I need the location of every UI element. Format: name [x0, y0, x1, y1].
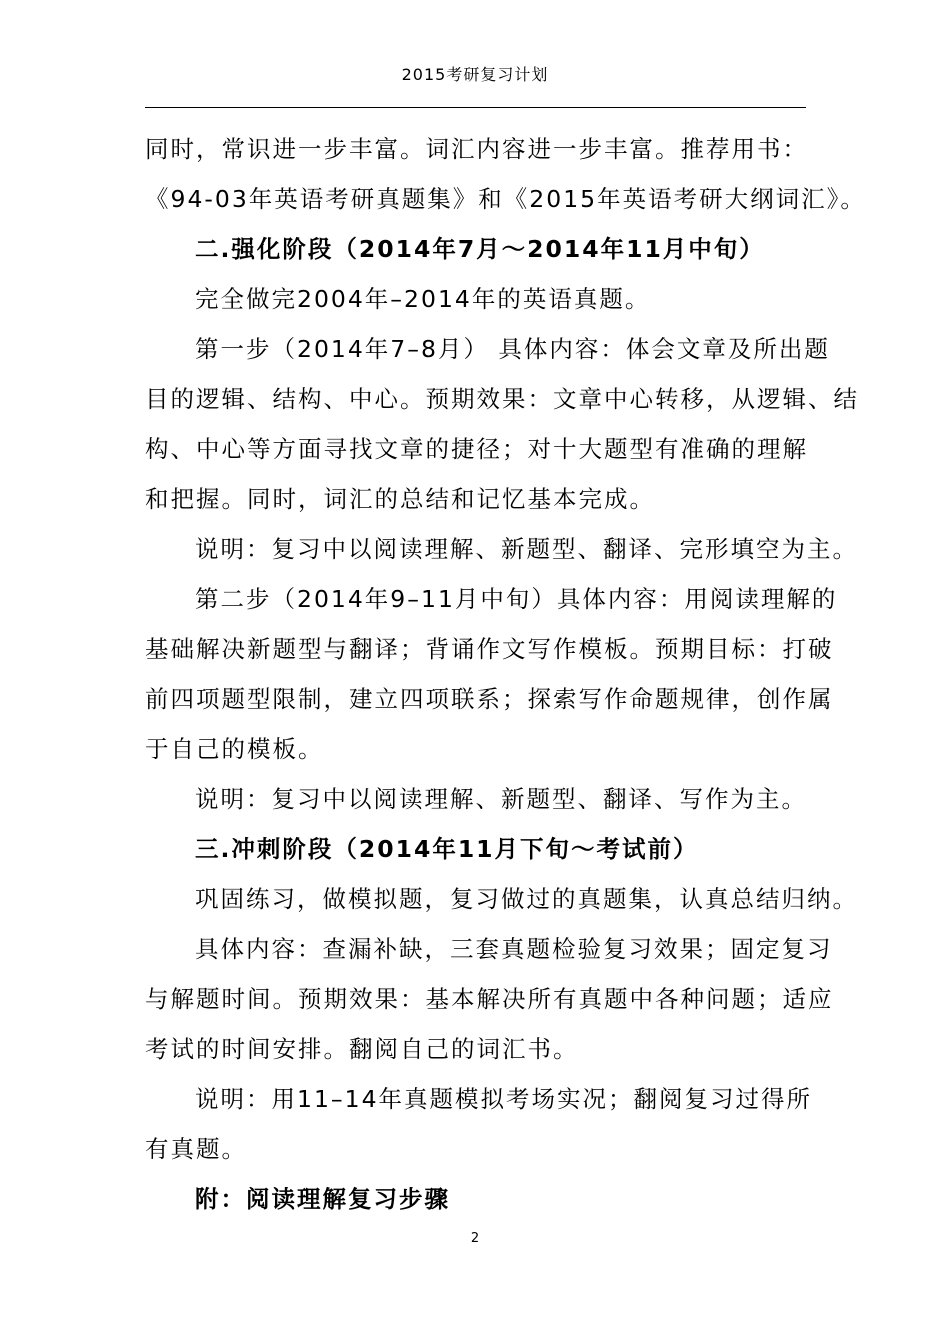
text-line: 完全做完2004年–2014年的英语真题。: [195, 285, 651, 313]
section-heading: 二.强化阶段（2014年7月～2014年11月中旬）: [195, 235, 765, 263]
text-line: 与解题时间。预期效果：基本解决所有真题中各种问题；适应: [145, 985, 834, 1013]
text-line: 说明：用11–14年真题模拟考场实况；翻阅复习过得所: [195, 1085, 813, 1113]
text-line: 巩固练习，做模拟题，复习做过的真题集，认真总结归纳。: [195, 885, 858, 913]
text-line: 基础解决新题型与翻译；背诵作文写作模板。预期目标：打破: [145, 635, 834, 663]
section-heading: 附：阅读理解复习步骤: [195, 1185, 450, 1213]
text-line: 说明：复习中以阅读理解、新题型、翻译、完形填空为主。: [195, 535, 858, 563]
text-line: 第一步（2014年7–8月） 具体内容：体会文章及所出题: [195, 335, 830, 363]
section-heading: 三.冲刺阶段（2014年11月下旬～考试前）: [195, 835, 699, 863]
text-line: 构、中心等方面寻找文章的捷径；对十大题型有准确的理解: [145, 435, 808, 463]
text-line: 具体内容：查漏补缺，三套真题检验复习效果；固定复习: [195, 935, 833, 963]
header-divider: [145, 107, 806, 108]
page-header-title: 2015考研复习计划: [401, 65, 549, 84]
text-line: 前四项题型限制，建立四项联系；探索写作命题规律，创作属: [145, 685, 834, 713]
text-line: 目的逻辑、结构、中心。预期效果：文章中心转移，从逻辑、结: [145, 385, 859, 413]
text-line: 说明：复习中以阅读理解、新题型、翻译、写作为主。: [195, 785, 807, 813]
text-line: 第二步（2014年9–11月中旬）具体内容：用阅读理解的: [195, 585, 838, 613]
text-line: 于自己的模板。: [145, 735, 324, 763]
page-number: 2: [470, 1231, 480, 1246]
text-line: 有真题。: [145, 1135, 247, 1163]
document-body: [145, 124, 866, 1224]
text-line: 同时，常识进一步丰富。词汇内容进一步丰富。推荐用书：: [145, 135, 808, 163]
text-line: 和把握。同时，词汇的总结和记忆基本完成。: [145, 485, 655, 513]
text-line: 《94-03年英语考研真题集》和《2015年英语考研大纲词汇》。: [145, 185, 866, 213]
text-line: 考试的时间安排。翻阅自己的词汇书。: [145, 1035, 579, 1063]
